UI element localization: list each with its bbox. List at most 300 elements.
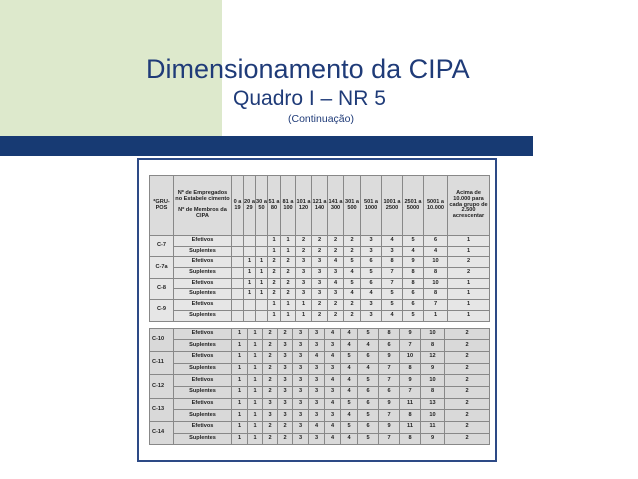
value-cell: 2 <box>344 300 361 311</box>
value-cell: 4 <box>325 375 341 387</box>
value-cell: 2 <box>312 236 328 247</box>
group-code-cell: C-12 <box>150 375 174 398</box>
value-cell: 5 <box>344 278 361 289</box>
employee-range-header: 51 a 80 <box>268 176 281 236</box>
value-cell: 5 <box>403 310 424 321</box>
value-cell: 1 <box>448 310 490 321</box>
role-cell: Suplentes <box>174 310 232 321</box>
value-cell: 1 <box>244 289 256 300</box>
role-cell: Suplentes <box>174 246 232 257</box>
value-cell: 1 <box>232 363 248 375</box>
value-cell: 2 <box>268 268 281 279</box>
value-cell: 2 <box>278 328 293 340</box>
value-cell <box>232 268 244 279</box>
role-cell: Efetivos <box>174 375 232 387</box>
value-cell: 1 <box>281 236 296 247</box>
slide-title: Dimensionamento da CIPA <box>146 54 470 84</box>
employee-range-header: 121 a 140 <box>312 176 328 236</box>
value-cell: 3 <box>309 340 325 352</box>
value-cell: 3 <box>361 300 382 311</box>
value-cell: 1 <box>281 246 296 257</box>
value-cell: 1 <box>232 340 248 352</box>
value-cell: 3 <box>263 410 278 422</box>
value-cell: 6 <box>361 278 382 289</box>
employee-range-header: 2501 a 5000 <box>403 176 424 236</box>
value-cell: 1 <box>448 278 490 289</box>
value-cell: 1 <box>248 398 263 410</box>
value-cell: 7 <box>382 278 403 289</box>
value-cell: 3 <box>293 375 309 387</box>
value-cell: 1 <box>256 257 268 268</box>
value-cell: 8 <box>403 278 424 289</box>
value-cell: 3 <box>296 289 312 300</box>
value-cell: 1 <box>232 422 248 434</box>
value-cell: 4 <box>382 310 403 321</box>
cipa-table-top <box>149 175 490 322</box>
value-cell: 1 <box>296 300 312 311</box>
value-cell: 4 <box>403 246 424 257</box>
value-cell: 7 <box>424 300 448 311</box>
value-cell: 4 <box>309 422 325 434</box>
value-cell: 2 <box>445 328 490 340</box>
role-cell: Suplentes <box>174 268 232 279</box>
value-cell: 1 <box>232 433 248 445</box>
table-row <box>150 310 490 321</box>
value-cell: 2 <box>445 375 490 387</box>
value-cell: 5 <box>382 300 403 311</box>
value-cell: 1 <box>248 363 263 375</box>
value-cell: 2 <box>344 310 361 321</box>
value-cell: 1 <box>248 351 263 363</box>
group-code-cell: C-14 <box>150 422 174 445</box>
value-cell: 2 <box>263 363 278 375</box>
value-cell: 7 <box>379 410 400 422</box>
employee-range-header: 101 a 120 <box>296 176 312 236</box>
value-cell: 5 <box>344 257 361 268</box>
table-row <box>150 340 490 352</box>
value-cell: 4 <box>341 433 358 445</box>
value-cell: 1 <box>232 410 248 422</box>
value-cell: 2 <box>328 300 344 311</box>
employee-range-header: 5001 a 10.000 <box>424 176 448 236</box>
value-cell: 9 <box>400 328 421 340</box>
value-cell: 4 <box>341 410 358 422</box>
cipa-table-image <box>149 175 489 445</box>
value-cell: 2 <box>268 257 281 268</box>
value-cell: 1 <box>232 328 248 340</box>
value-cell: 3 <box>312 278 328 289</box>
value-cell: 1 <box>448 289 490 300</box>
value-cell: 9 <box>379 351 400 363</box>
value-cell: 2 <box>312 300 328 311</box>
value-cell: 2 <box>445 433 490 445</box>
value-cell: 4 <box>341 386 358 398</box>
table-row <box>150 386 490 398</box>
value-cell: 9 <box>421 363 445 375</box>
table-row <box>150 300 490 311</box>
value-cell: 4 <box>341 363 358 375</box>
value-cell: 1 <box>248 422 263 434</box>
value-cell: 8 <box>379 328 400 340</box>
value-cell: 3 <box>328 268 344 279</box>
value-cell: 3 <box>309 328 325 340</box>
value-cell: 3 <box>278 375 293 387</box>
value-cell: 10 <box>424 278 448 289</box>
role-cell: Efetivos <box>174 236 232 247</box>
value-cell: 2 <box>281 268 296 279</box>
value-cell: 4 <box>325 351 341 363</box>
value-cell: 10 <box>424 257 448 268</box>
role-cell: Suplentes <box>174 386 232 398</box>
value-cell: 4 <box>309 351 325 363</box>
value-cell: 1 <box>296 310 312 321</box>
value-cell: 3 <box>309 433 325 445</box>
value-cell: 5 <box>382 289 403 300</box>
value-cell: 4 <box>341 375 358 387</box>
value-cell: 4 <box>328 257 344 268</box>
role-cell: Efetivos <box>174 422 232 434</box>
value-cell: 5 <box>358 328 379 340</box>
value-cell: 3 <box>312 257 328 268</box>
value-cell: 8 <box>400 363 421 375</box>
value-cell: 10 <box>421 328 445 340</box>
value-cell: 4 <box>341 340 358 352</box>
value-cell: 3 <box>325 386 341 398</box>
value-cell: 2 <box>268 289 281 300</box>
role-cell: Suplentes <box>174 410 232 422</box>
value-cell: 1 <box>268 310 281 321</box>
role-cell: Efetivos <box>174 278 232 289</box>
group-code-cell: C-10 <box>150 328 174 351</box>
value-cell: 5 <box>358 410 379 422</box>
value-cell: 1 <box>448 246 490 257</box>
value-cell: 1 <box>268 300 281 311</box>
value-cell: 4 <box>424 246 448 257</box>
role-cell: Efetivos <box>174 398 232 410</box>
value-cell: 3 <box>361 246 382 257</box>
value-cell: 3 <box>293 422 309 434</box>
value-cell: 3 <box>382 246 403 257</box>
value-cell: 2 <box>445 340 490 352</box>
value-cell: 2 <box>445 422 490 434</box>
value-cell: 6 <box>403 289 424 300</box>
value-cell: 4 <box>358 340 379 352</box>
value-cell: 8 <box>421 340 445 352</box>
value-cell: 3 <box>312 268 328 279</box>
value-cell: 2 <box>445 363 490 375</box>
value-cell: 3 <box>309 386 325 398</box>
value-cell: 2 <box>448 268 490 279</box>
value-cell: 9 <box>400 375 421 387</box>
value-cell: 1 <box>248 375 263 387</box>
role-cell: Suplentes <box>174 340 232 352</box>
value-cell: 2 <box>445 398 490 410</box>
group-code-cell: C-7a <box>150 257 174 278</box>
value-cell: 8 <box>403 268 424 279</box>
title-divider-bar <box>0 136 533 156</box>
value-cell: 6 <box>358 351 379 363</box>
value-cell: 4 <box>341 328 358 340</box>
value-cell: 2 <box>268 278 281 289</box>
value-cell: 2 <box>263 433 278 445</box>
value-cell <box>232 236 244 247</box>
value-cell <box>244 236 256 247</box>
value-cell: 5 <box>358 433 379 445</box>
value-cell: 3 <box>309 410 325 422</box>
value-cell: 2 <box>263 422 278 434</box>
value-cell: 1 <box>268 236 281 247</box>
value-cell: 2 <box>296 246 312 257</box>
value-cell: 6 <box>358 386 379 398</box>
employee-range-header: Acima de 10.000 para cada grupo de 2.500 acrescentar <box>448 176 490 236</box>
members-header: Nº de Membros da CIPA <box>178 207 227 220</box>
value-cell: 7 <box>400 386 421 398</box>
value-cell: 12 <box>421 351 445 363</box>
value-cell: 3 <box>293 328 309 340</box>
value-cell: 8 <box>421 386 445 398</box>
value-cell: 2 <box>328 310 344 321</box>
employee-range-header: 30 a 50 <box>256 176 268 236</box>
value-cell: 3 <box>278 386 293 398</box>
value-cell: 2 <box>278 422 293 434</box>
value-cell: 3 <box>296 278 312 289</box>
value-cell: 2 <box>296 236 312 247</box>
value-cell: 4 <box>358 363 379 375</box>
value-cell: 1 <box>281 300 296 311</box>
value-cell: 1 <box>248 340 263 352</box>
value-cell: 3 <box>278 363 293 375</box>
value-cell: 4 <box>325 433 341 445</box>
value-cell: 1 <box>424 310 448 321</box>
table-row <box>150 375 490 387</box>
value-cell: 2 <box>445 351 490 363</box>
value-cell: 2 <box>344 246 361 257</box>
role-cell: Suplentes <box>174 289 232 300</box>
value-cell: 9 <box>421 433 445 445</box>
value-cell: 2 <box>263 328 278 340</box>
value-cell: 6 <box>424 236 448 247</box>
role-cell: Efetivos <box>174 328 232 340</box>
value-cell: 7 <box>379 363 400 375</box>
value-cell: 3 <box>293 386 309 398</box>
value-cell: 1 <box>281 310 296 321</box>
value-cell: 4 <box>344 268 361 279</box>
table-row <box>150 433 490 445</box>
value-cell: 1 <box>268 246 281 257</box>
value-cell: 3 <box>296 257 312 268</box>
value-cell: 1 <box>232 351 248 363</box>
value-cell: 3 <box>278 410 293 422</box>
value-cell: 3 <box>293 398 309 410</box>
value-cell: 1 <box>256 268 268 279</box>
table-row <box>150 236 490 247</box>
value-cell: 3 <box>278 398 293 410</box>
value-cell: 3 <box>325 363 341 375</box>
value-cell: 1 <box>448 300 490 311</box>
value-cell: 1 <box>232 375 248 387</box>
employee-range-header: 141 a 300 <box>328 176 344 236</box>
value-cell: 5 <box>341 398 358 410</box>
value-cell: 5 <box>361 268 382 279</box>
value-cell <box>232 246 244 257</box>
value-cell <box>244 300 256 311</box>
value-cell: 5 <box>358 375 379 387</box>
table-row <box>150 351 490 363</box>
group-code-cell: C-9 <box>150 300 174 321</box>
value-cell: 6 <box>361 257 382 268</box>
value-cell: 3 <box>293 410 309 422</box>
table-row <box>150 410 490 422</box>
value-cell: 10 <box>421 375 445 387</box>
value-cell <box>256 300 268 311</box>
value-cell: 3 <box>293 351 309 363</box>
table-row <box>150 278 490 289</box>
value-cell: 7 <box>382 268 403 279</box>
value-cell <box>232 310 244 321</box>
value-cell <box>256 246 268 257</box>
value-cell: 3 <box>309 363 325 375</box>
value-cell: 3 <box>325 410 341 422</box>
role-cell: Efetivos <box>174 257 232 268</box>
value-cell <box>256 310 268 321</box>
cipa-table-bottom <box>149 328 490 446</box>
value-cell: 7 <box>379 375 400 387</box>
value-cell <box>232 257 244 268</box>
value-cell: 2 <box>278 433 293 445</box>
value-cell: 1 <box>256 289 268 300</box>
value-cell: 8 <box>424 289 448 300</box>
value-cell: 3 <box>361 310 382 321</box>
value-cell: 13 <box>421 398 445 410</box>
value-cell: 8 <box>400 433 421 445</box>
value-cell: 3 <box>328 289 344 300</box>
continuation-note: (Continuação) <box>288 113 354 125</box>
employee-range-header: 501 a 1000 <box>361 176 382 236</box>
value-cell: 11 <box>421 422 445 434</box>
value-cell <box>244 310 256 321</box>
value-cell: 9 <box>379 398 400 410</box>
value-cell: 3 <box>309 375 325 387</box>
table-row <box>150 422 490 434</box>
value-cell: 2 <box>263 386 278 398</box>
role-cell: Suplentes <box>174 433 232 445</box>
value-cell: 4 <box>382 236 403 247</box>
employee-range-header: 81 a 100 <box>281 176 296 236</box>
value-cell: 1 <box>244 268 256 279</box>
value-cell: 3 <box>293 363 309 375</box>
value-cell: 7 <box>379 433 400 445</box>
value-cell: 1 <box>244 278 256 289</box>
employee-range-header: 20 a 29 <box>244 176 256 236</box>
value-cell: 5 <box>341 351 358 363</box>
table-row <box>150 257 490 268</box>
value-cell: 1 <box>256 278 268 289</box>
value-cell: 5 <box>341 422 358 434</box>
table-row <box>150 398 490 410</box>
value-cell: 4 <box>325 328 341 340</box>
value-cell: 5 <box>403 236 424 247</box>
value-cell <box>232 278 244 289</box>
value-cell: 4 <box>325 398 341 410</box>
value-cell: 9 <box>403 257 424 268</box>
value-cell: 1 <box>248 433 263 445</box>
table-row <box>150 289 490 300</box>
value-cell: 8 <box>400 410 421 422</box>
table-row <box>150 328 490 340</box>
value-cell: 2 <box>328 246 344 257</box>
slide-subtitle: Quadro I – NR 5 <box>233 87 386 110</box>
role-cell: Suplentes <box>174 363 232 375</box>
group-code-cell: C-11 <box>150 351 174 374</box>
value-cell: 1 <box>232 398 248 410</box>
employees-header: Nº de Empregados no Estabele cimento <box>175 189 230 202</box>
value-cell: 4 <box>361 289 382 300</box>
value-cell: 2 <box>445 386 490 398</box>
value-cell: 3 <box>309 398 325 410</box>
value-cell: 10 <box>400 351 421 363</box>
value-cell: 2 <box>328 236 344 247</box>
employee-range-header: 1001 a 2500 <box>382 176 403 236</box>
value-cell: 2 <box>445 410 490 422</box>
value-cell: 2 <box>281 289 296 300</box>
employee-range-header: 0 a 19 <box>232 176 244 236</box>
value-cell: 1 <box>448 236 490 247</box>
employees-members-header-cell <box>174 176 232 236</box>
value-cell: 2 <box>312 310 328 321</box>
value-cell: 4 <box>325 422 341 434</box>
table-row <box>150 363 490 375</box>
value-cell: 1 <box>232 386 248 398</box>
value-cell: 6 <box>358 422 379 434</box>
table-row <box>150 246 490 257</box>
value-cell: 10 <box>421 410 445 422</box>
value-cell: 2 <box>263 375 278 387</box>
value-cell <box>232 289 244 300</box>
role-cell: Efetivos <box>174 351 232 363</box>
value-cell: 6 <box>379 386 400 398</box>
value-cell: 2 <box>281 278 296 289</box>
value-cell <box>232 300 244 311</box>
employee-range-header: 301 a 500 <box>344 176 361 236</box>
table-header-row <box>150 176 490 236</box>
value-cell: 3 <box>312 289 328 300</box>
value-cell: 4 <box>328 278 344 289</box>
value-cell: 6 <box>403 300 424 311</box>
value-cell: 3 <box>293 433 309 445</box>
value-cell <box>256 236 268 247</box>
group-code-cell: C-8 <box>150 278 174 299</box>
value-cell: 7 <box>400 340 421 352</box>
value-cell: 4 <box>344 289 361 300</box>
value-cell: 2 <box>448 257 490 268</box>
value-cell: 2 <box>312 246 328 257</box>
value-cell: 3 <box>361 236 382 247</box>
value-cell: 1 <box>248 328 263 340</box>
role-cell: Efetivos <box>174 300 232 311</box>
value-cell: 9 <box>379 422 400 434</box>
value-cell: 3 <box>263 398 278 410</box>
value-cell: 6 <box>358 398 379 410</box>
value-cell: 8 <box>382 257 403 268</box>
value-cell: 11 <box>400 422 421 434</box>
value-cell: 3 <box>296 268 312 279</box>
group-code-cell: C-13 <box>150 398 174 421</box>
group-code-cell: C-7 <box>150 236 174 257</box>
value-cell: 3 <box>278 340 293 352</box>
value-cell: 1 <box>244 257 256 268</box>
value-cell <box>244 246 256 257</box>
value-cell: 2 <box>263 351 278 363</box>
